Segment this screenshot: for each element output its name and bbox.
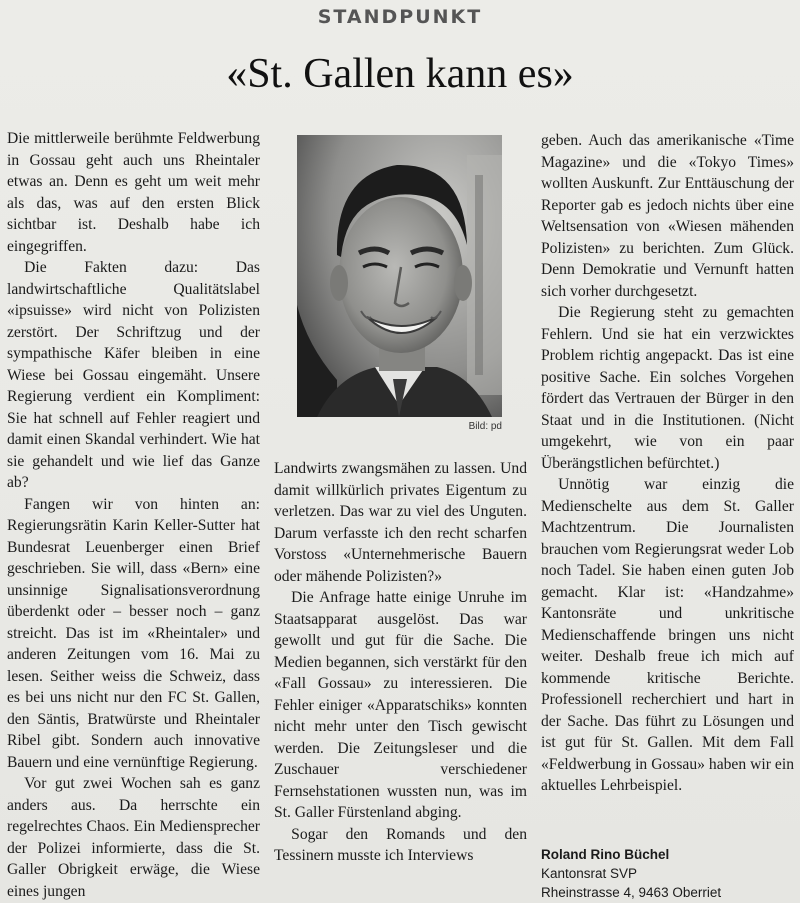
text-column-3	[541, 130, 794, 797]
paragraph: Vor gut zwei Wochen sah es ganz anders aus. Da herrschte ein regelrechtes Chaos. Ein Mediensprecher der Polizei informierte, dass die St. Galler Obrigkeit erwäge, die Wiese eines jungen	[7, 775, 260, 900]
paragraph: Sogar den Romands und den Tessinern musste ich Interviews	[274, 825, 527, 864]
author-address: Rheinstrasse 4, 9463 Oberriet	[541, 885, 722, 900]
headline: «St. Gallen kann es»	[226, 51, 574, 97]
portrait-illustration	[297, 135, 502, 417]
paragraph: Die Anfrage hatte einige Unruhe im Staatsapparat ausgelöst. Das war gewollt und gut für die Sache. Die Medien begannen, sich verstärkt für den «Fall Gossau» zu interessieren. Die Fehler einiger «Apparatschiks» konnten nicht mehr unter den Tisch gewischt werden. Die Zeitungsleser und die Zuschauer verschiedener Fernsehstationen wussten nun, was im St. Galler Fürstenland abging.	[274, 589, 527, 821]
section-kicker: STANDPUNKT	[317, 6, 483, 28]
text-column-1	[7, 128, 260, 902]
paragraph: Die mittlerweile berühmte Feldwerbung in Gossau geht auch uns Rheintaler etwas an. Denn es geht um weit mehr als das, was auf den ersten Blick sichtbar ist. Deshalb habe ich eingegriffen.	[7, 130, 260, 255]
paragraph: Landwirts zwangsmähen zu lassen. Und damit willkürlich privates Eigentum zu verletzen. Das war zu viel des Unguten. Darum verfasste ich den recht scharfen Vorstoss «Unternehmerische Bauern oder mähende Polizisten?»	[274, 460, 527, 585]
photo-credit: Bild: pd	[468, 421, 502, 432]
paragraph: Die Regierung steht zu gemachten Fehlern. Und sie hat ein verzwicktes Problem richtig angepackt. Das ist eine positive Sache. Ein solches Vorgehen fördert das Vertrauen der Bürger in den Staat und in die Institutionen. (Nicht umgekehrt, wie von ein paar Überängstlichen befürchtet.)	[541, 304, 794, 472]
author-role: Kantonsrat SVP	[541, 866, 638, 881]
author-name: Roland Rino Büchel	[541, 847, 670, 862]
author-photo	[297, 135, 502, 417]
text-column-2	[274, 458, 527, 867]
paragraph: Die Fakten dazu: Das landwirtschaftliche Qualitätslabel «ipsuisse» wird nicht von Polizisten zerstört. Der Schriftzug und der sympathische Käfer bleiben in eine Wiese bei Gossau eingemäht. Unsere Regierung verdient ein Kompliment: Sie hat schnell auf Fehler reagiert und damit einen Skandal verhindert. Wie hat sie gehandelt und wie lief das Ganze ab?	[7, 259, 260, 491]
author-signature	[541, 845, 794, 902]
paragraph: Unnötig war einzig die Medienschelte aus dem St. Galler Machtzentrum. Die Journalisten brauchen vom Regierungsrat weder Lob noch Tadel. Sie haben einen guten Job gemacht. Klar ist: «Handzahme» Kantonsräte und unkritische Medienschaffende bringen uns nicht weiter. Deshalb freue ich mich auf kommende kritische Berichte. Professionell recherchiert und hart in der Sache. Das führt zu Lösungen und ist gut für St. Gallen. Mit dem Fall «Feldwerbung in Gossau» haben wir ein aktuelles Lehrbeispiel.	[541, 476, 794, 794]
paragraph: Fangen wir von hinten an: Regierungsrätin Karin Keller-Sutter hat Bundesrat Leuenberger einen Brief geschrieben. Sie will, dass «Bern» eine unsinnige Signalisationsverordnung überdenkt oder – besser noch – ganz streicht. Das ist im «Rheintaler» und anderen Zeitungen vom 16. Mai zu lesen. Seither weiss die Schweiz, dass es bei uns nicht nur den FC St. Gallen, den Säntis, Bratwürste und Rheintaler Ribel gibt. Sondern auch innovative Bauern und eine vernünftige Regierung.	[7, 495, 260, 771]
paragraph: geben. Auch das amerikanische «Time Magazine» und die «Tokyo Times» wollten Auskunft. Zur Enttäuschung der Reporter gab es jedoch nichts über eine Weltsensation von «Wiesen mähenden Polizisten» zu berichten. Zum Glück. Denn Demokratie und Vernunft hatten sich vorher durchgesetzt.	[541, 132, 794, 300]
